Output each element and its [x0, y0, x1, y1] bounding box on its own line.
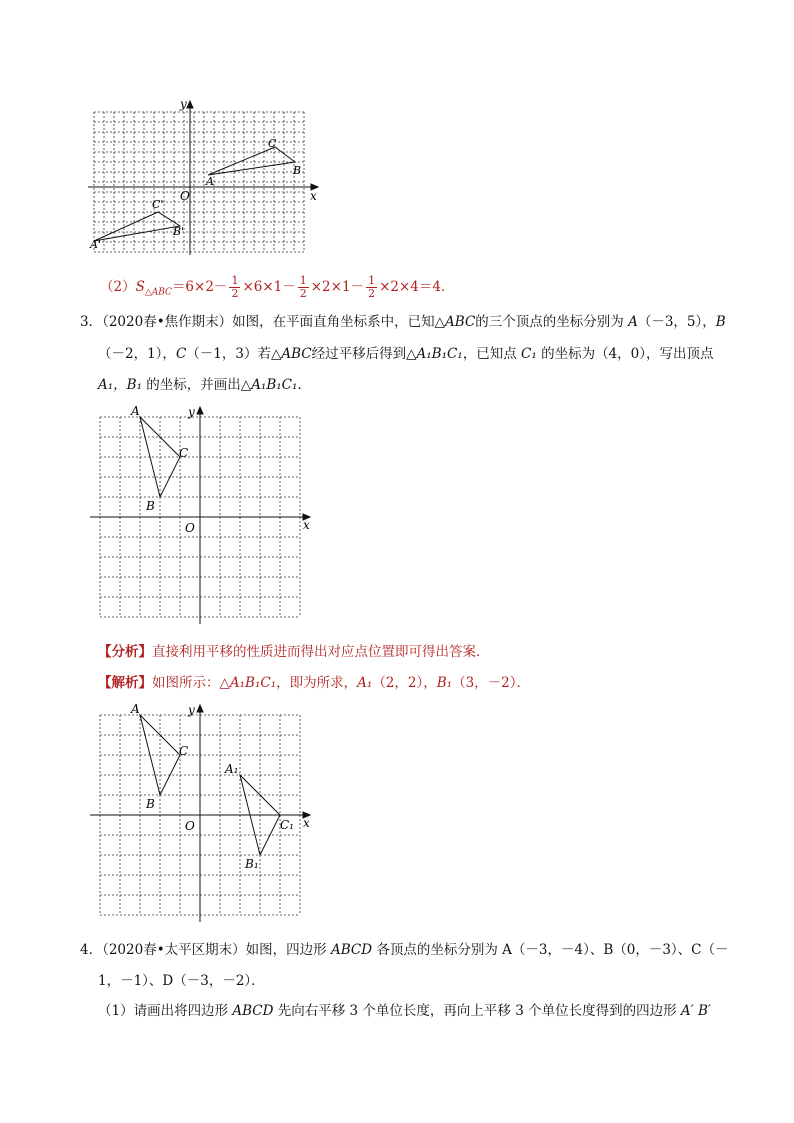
point-b-prime-label: B': [173, 225, 185, 238]
origin-label: O: [185, 819, 195, 833]
x-axis-label: x: [310, 189, 317, 203]
point-c-label: C: [268, 137, 277, 150]
origin-label: O: [185, 521, 195, 535]
triangle-abc: [208, 147, 295, 175]
point-a-label: A: [131, 404, 140, 418]
point-c-label: C: [179, 446, 189, 460]
origin-label: O: [180, 189, 190, 203]
point-c-label: C: [179, 744, 189, 758]
x-axis-label: x: [303, 816, 310, 830]
axes: [90, 705, 310, 922]
q3-line-2: （－2，1），C（－1，3）若△ABC经过平移后得到△A₁B₁C₁，已知点 C₁ 的坐标为（4，0），写出顶点: [98, 346, 714, 362]
solution-line: 【解析】如图所示：△A₁B₁C₁，即为所求，A₁（2，2），B₁（3，－2）．: [98, 675, 531, 691]
point-a-label: A: [206, 175, 214, 188]
axes: [90, 407, 310, 624]
point-b-label: B: [146, 499, 155, 513]
point-a1-label: A₁: [225, 762, 239, 776]
q4-subquestion-1: （1）请画出将四边形 ABCD 先向右平移 3 个单位长度，再向上平移 3 个单位长度得到的四边形 A′ B′: [98, 1003, 711, 1019]
x-axis-label: x: [303, 518, 310, 532]
y-axis-label: y: [180, 97, 187, 111]
q4-line-1: 4．（2020春•太平区期末）如图，四边形 ABCD 各顶点的坐标分别为 A（－3，－4）、B（0，－3）、C（－: [80, 942, 729, 958]
triangle-abc-prime: [94, 212, 180, 241]
point-c-prime-label: C': [152, 198, 164, 211]
fraction-half-1: $\frac{1}{2}$: [231, 274, 239, 300]
q4-line-2: 1，－1）、D（－3，－2）．: [98, 973, 265, 989]
point-a-prime-label: A': [90, 238, 101, 251]
point-b-label: B: [293, 164, 302, 177]
point-a-label: A: [131, 702, 140, 716]
grid: [94, 112, 304, 252]
point-b-label: B: [146, 797, 155, 811]
graph-question-3: [85, 402, 325, 624]
point-b1-label: B₁: [245, 857, 259, 871]
graph-solution-3: [85, 700, 325, 922]
q3-line-3: A₁，B₁ 的坐标，并画出△A₁B₁C₁．: [98, 377, 311, 393]
fraction-half-2: $\frac{1}{2}$: [299, 274, 307, 300]
y-axis-label: y: [188, 703, 195, 717]
y-axis-label: y: [188, 405, 195, 419]
q3-line-1: 3．（2020春•焦作期末）如图，在平面直角坐标系中，已知△ABC的三个顶点的坐标分别为 A（－3，5），B: [80, 314, 726, 330]
area-solution: $(2)S_{\triangle ABC}=6\times 2-$ $\frac{1}{2}$ ×6×1－ $\frac{1}{2}$ ×2×1－ $\frac{1}{2}$ ×2×4＝4．: [100, 274, 455, 300]
graph-translation-1: [80, 95, 330, 255]
analysis-line: 【分析】直接利用平移的性质进而得出对应点位置即可得出答案．: [98, 644, 490, 660]
point-c1-label: C₁: [280, 818, 294, 832]
fraction-half-3: $\frac{1}{2}$: [368, 274, 376, 300]
